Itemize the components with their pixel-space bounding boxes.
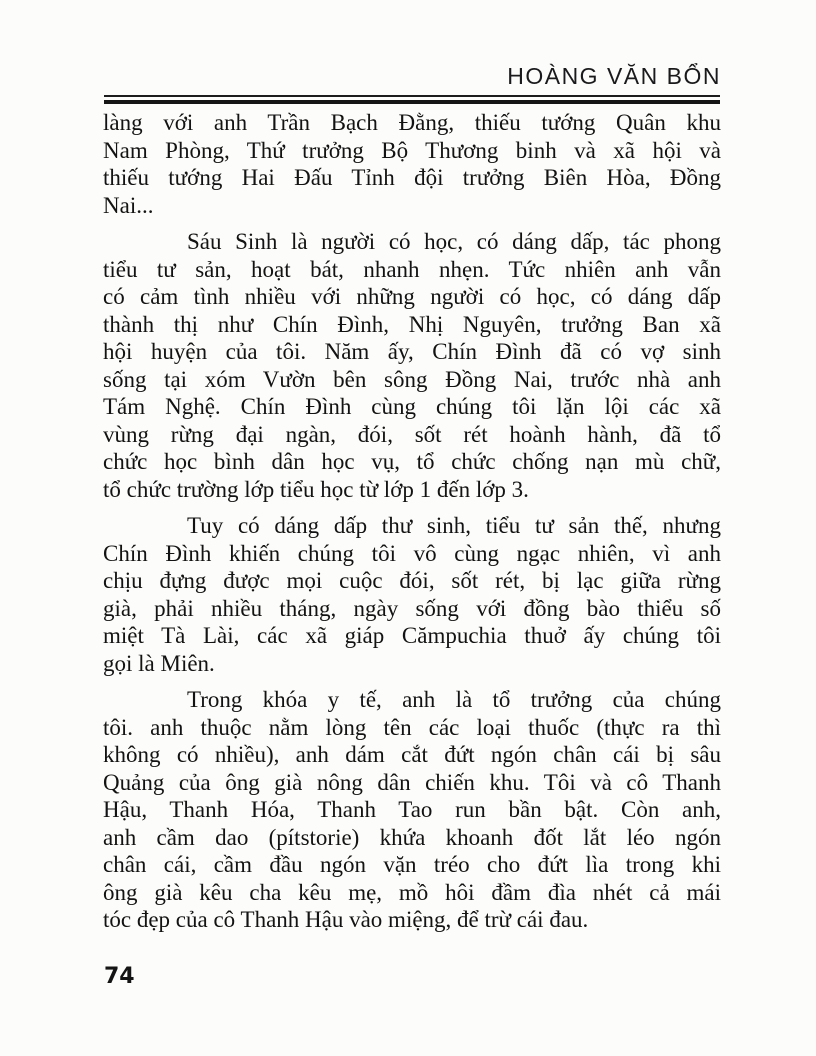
text-line: Chín Đình khiến chúng tôi vô cùng ngạc nhiên, vì anh bbox=[103, 540, 721, 566]
text-line: tổ chức trường lớp tiểu học từ lớp 1 đến lớp 3. bbox=[103, 476, 529, 502]
paragraph bbox=[103, 512, 721, 677]
text-line: không có nhiều), anh dám cắt đứt ngón chân cái bị sâu bbox=[103, 742, 721, 767]
text-line: tóc đẹp của cô Thanh Hậu vào miệng, để trừ cái đau. bbox=[103, 907, 589, 932]
text-line: Sáu Sinh là người có học, có dáng dấp, tác phong bbox=[187, 229, 721, 254]
paragraph bbox=[103, 686, 721, 934]
text-line: Nai... bbox=[103, 192, 154, 218]
text-line: vùng rừng đại ngàn, đói, sốt rét hoành hành, đã tổ bbox=[103, 421, 721, 447]
header-rule bbox=[104, 95, 720, 104]
page-number: 74 bbox=[104, 964, 135, 989]
text-line: Trong khóa y tế, anh là tổ trưởng của chúng bbox=[187, 687, 721, 712]
paragraph bbox=[103, 109, 721, 219]
text-line: hội huyện của tôi. Năm ấy, Chín Đình đã có vợ sinh bbox=[103, 339, 721, 364]
text-line: sống tại xóm Vườn bên sông Đồng Nai, trước nhà anh bbox=[103, 366, 721, 392]
text-line: già, phải nhiều tháng, ngày sống với đồng bào thiểu số bbox=[103, 595, 721, 621]
text-line: thành thị như Chín Đình, Nhị Nguyên, trưởng Ban xã bbox=[103, 311, 721, 337]
text-line: Quảng của ông già nông dân chiến khu. Tôi và cô Thanh bbox=[103, 769, 721, 795]
text-line: Tám Nghệ. Chín Đình cùng chúng tôi lặn lội các xã bbox=[103, 394, 721, 419]
running-header-author: HOÀNG VĂN BỔN bbox=[507, 63, 721, 89]
text-line: gọi là Miên. bbox=[103, 650, 215, 676]
text-line: Nam Phòng, Thứ trưởng Bộ Thương binh và xã hội và bbox=[103, 137, 721, 163]
text-line: miệt Tà Lài, các xã giáp Cămpuchia thuở ấy chúng tôi bbox=[103, 623, 721, 648]
text-line: tiểu tư sản, hoạt bát, nhanh nhẹn. Tức nhiên anh vẫn bbox=[103, 256, 721, 282]
text-line: Tuy có dáng dấp thư sinh, tiểu tư sản thế, nhưng bbox=[187, 513, 721, 538]
text-line: chức học bình dân học vụ, tổ chức chống nạn mù chữ, bbox=[103, 449, 721, 474]
text-line: chịu đựng được mọi cuộc đói, sốt rét, bị lạc giữa rừng bbox=[103, 568, 721, 593]
text-line: ông già kêu cha kêu mẹ, mồ hôi đầm đìa nhét cả mái bbox=[103, 879, 721, 905]
text-line: tôi. anh thuộc nằm lòng tên các loại thuốc (thực ra thì bbox=[103, 714, 721, 740]
text-line: có cảm tình nhiều với những người có học, có dáng dấp bbox=[103, 284, 721, 309]
text-line: Hậu, Thanh Hóa, Thanh Tao run bần bật. Còn anh, bbox=[103, 797, 721, 822]
page-text bbox=[103, 109, 721, 943]
text-line: thiếu tướng Hai Đấu Tỉnh đội trưởng Biên Hòa, Đồng bbox=[103, 165, 721, 190]
text-line: chân cái, cầm đầu ngón vặn tréo cho đứt lìa trong khi bbox=[103, 852, 721, 877]
paragraph bbox=[103, 228, 721, 503]
text-line: làng với anh Trần Bạch Đằng, thiếu tướng Quân khu bbox=[103, 110, 721, 135]
text-line: anh cầm dao (pítstorie) khứa khoanh đốt lắt léo ngón bbox=[103, 824, 721, 850]
